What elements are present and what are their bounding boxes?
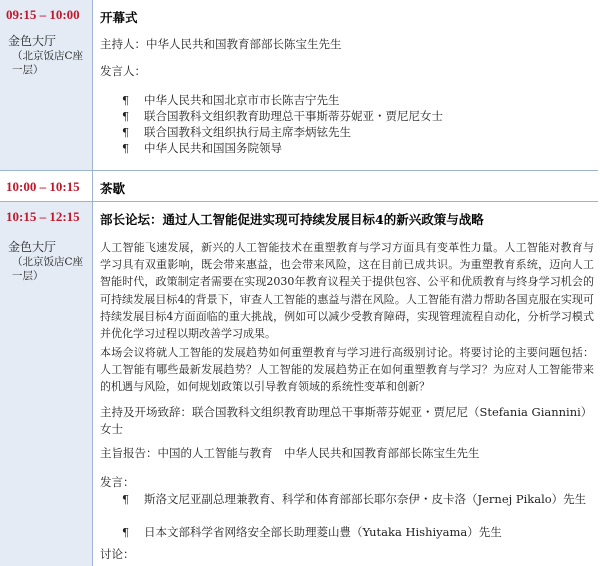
content-cell [94,171,598,201]
discussion-label: 讨论： [100,547,135,561]
session-title: 茶歇 [100,181,126,196]
content-cell: 开幕式 主持人：中华人民共和国教育部部长陈宝生先生 发言人： ¶ 中华人民共和国北京市市长陈吉宁先生 ¶ 联合国教科文组织教育助理总干事斯蒂芬妮亚・贾尼尼女士 ¶ 联合国教科文组织执行局主席李炳铉先生 ¶ 中华人民共和国国务院领导 [94,0,598,170]
speakers-label: 发言人： [100,64,146,78]
bullet-mark: ¶ [122,94,129,107]
session-time: 10:15 – 12:15 [6,209,80,224]
time-column-cell [0,202,93,566]
bullet-mark: ¶ [122,126,129,139]
session-venue [8,34,86,77]
host-line: 主持人：中华人民共和国教育部部长陈宝生先生 [100,37,342,51]
keynote-line: 主旨报告：中国的人工智能与教育 中华人民共和国教育部部长陈宝生先生 [100,446,480,460]
content-cell: 部长论坛：通过人工智能促进实现可持续发展目标4的新兴政策与战略 人工智能飞速发展，新兴的人工智能技术在重塑教育与学习方面具有变革性力量。人工智能对教育与学习具有双重影响，既会带来惠益，也会带来风险，这在目前已成共识。为重塑教育系统，迈向人工智能时代，政策制定者需要在实现2030年教育议程关于提供包容、公平和优质教育与终身学习机会的可持续发展目标4的背景下，审查人工智能的惠益与潜在风险。人工智能有潜力帮助各国克服在实现可持续发展目标4方面面临的重大挑战，例如可以减少受教育障碍，实现管理流程自动化，分析学习模式并优化学习过程以期改善学习成果。 本场会议将就人工智能的发展趋势如何重塑教育与学习进行高级别讨论。将要讨论的主要问题包括：人工智能有哪些最新发展趋势？人工智能的发展趋势正在如何重塑教育与学习？为应对人工智能带来的机遇与风险，如何规划政策以引导教育领域的系统性变革和创新？ 主持及开场致辞：联合国教科文组织教育助理总干事斯蒂芬妮亚・贾尼尼（Stefania Giannini）女士 主旨报告：中国的人工智能与教育 中华人民共和国教育部部长陈宝生先生 发言： ¶ 斯洛文尼亚副总理兼教育、科学和体育部部长耶尔奈伊・皮卡洛（Jernej Pikalo）先生 ¶ 日本文部科学省网络安全部长助理菱山豊（Yutaka Hishiyama）先生 讨论： [94,202,598,566]
agenda-row-break [0,171,598,202]
bullet-mark: ¶ [122,142,129,155]
agenda-row-opening [0,0,598,171]
session-title: 开幕式 [100,10,138,25]
venue-name: 金色大厅 [8,240,57,254]
time-column-cell [0,171,93,201]
time-column-cell [0,0,93,170]
session-questions: 本场会议将就人工智能的发展趋势如何重塑教育与学习进行高级别讨论。将要讨论的主要问题包括：人工智能有哪些最新发展趋势？人工智能的发展趋势正在如何重塑教育与学习？为应对人工智能带来的机遇与风险，如何规划政策以引导教育领域的系统性变革和创新？ [100,346,594,394]
bullet-mark: ¶ [122,110,129,123]
venue-location: （北京饭店C座一层） [12,256,84,282]
moderator-line: 主持及开场致辞：联合国教科文组织教育助理总干事斯蒂芬妮亚・贾尼尼（Stefania Giannini）女士 [100,405,593,436]
session-description: 人工智能飞速发展，新兴的人工智能技术在重塑教育与学习方面具有变革性力量。人工智能对教育与学习具有双重影响，既会带来惠益，也会带来风险，这在目前已成共识。为重塑教育系统，迈向人工智能时代，政策制定者需要在实现2030年教育议程关于提供包容、公平和优质教育与终身学习机会的可持续发展目标4的背景下，审查人工智能的惠益与潜在风险。人工智能有潜力帮助各国克服在实现可持续发展目标4方面面临的重大挑战，例如可以减少受教育障碍，实现管理流程自动化，分析学习模式并优化学习过程以期改善学习成果。 [100,241,594,341]
session-venue [8,240,86,283]
speakers-label: 发言： [100,475,135,489]
session-time: 10:00 – 10:15 [6,179,80,194]
venue-name: 金色大厅 [8,34,57,48]
session-title: 部长论坛：通过人工智能促进实现可持续发展目标4的新兴政策与战略 [100,212,484,227]
session-time: 09:15 – 10:00 [6,7,80,22]
bullet-mark: ¶ [122,526,129,539]
bullet-mark: ¶ [122,493,129,506]
venue-location: （北京饭店C座一层） [12,50,84,76]
agenda-row-forum [0,202,598,566]
